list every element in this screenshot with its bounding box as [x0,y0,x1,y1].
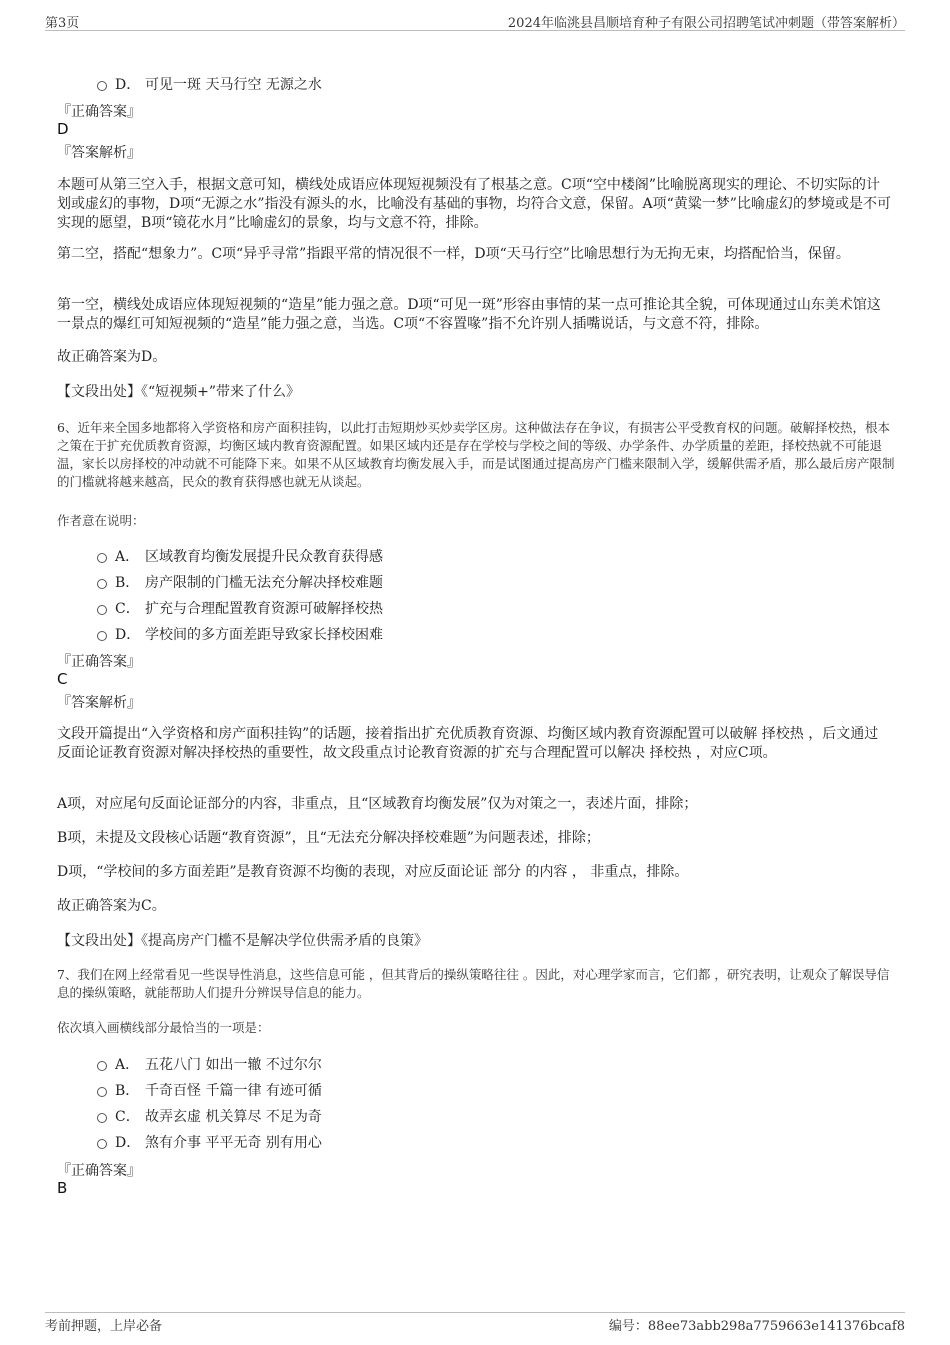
page-header [45,0,905,31]
q5-analysis-paragraph: 故正确答案为D。 [57,349,167,365]
q6-analysis-paragraph: D项，“学校间的多方面差距”是教育资源不均衡的表现，对应反面论证 部分 的内容 ， 非重点，排除。 [57,864,689,880]
q5-analysis-paragraph: 第一空，横线处成语应体现短视频的“造星”能力强之意。D项“可见一斑”形容由事情的某一点可推论其全貌，可体现通过山东美术馆这一景点的爆红可知短视频的“造星”能力强之意，当选。C项“不容置喙”指不允许别人插嘴说话，与文意不符，排除。 [57,297,881,332]
document-title: 2024年临洮县昌顺培育种子有限公司招聘笔试冲刺题（带答案解析） [507,16,905,31]
radio-icon[interactable] [97,579,107,589]
q6-analysis-paragraph: A项，对应尾句反面论证部分的内容，非重点，且“区域教育均衡发展”仅为对策之一，表述片面，排除； [57,796,698,812]
q7-answer-label: 『正确答案』 [57,1163,141,1179]
q7-option-c[interactable]: C． 故弄玄虚 机关算尽 不足为奇 [97,1106,322,1126]
q6-option-a[interactable]: A． 区域教育均衡发展提升民众教育获得感 [97,546,383,566]
q5-source: 【文段出处】《“短视频+”带来了什么》 [57,384,301,400]
q6-prompt: 作者意在说明： [57,513,145,528]
q6-analysis-label: 『答案解析』 [57,695,141,711]
q5-answer: D [57,120,69,138]
q7-option-b[interactable]: B． 千奇百怪 千篇一律 有迹可循 [97,1080,322,1100]
page-footer [45,1312,905,1338]
q5-analysis-paragraph: 本题可从第三空入手，根据文意可知，横线处成语应体现短视频没有了根基之意。C项“空中楼阁”比喻脱离现实的理论、不切实际的计划或虚幻的事物，D项“无源之水”指没有源头的水，比喻没有基础的事物，均符合文意，保留。A项“黄粱一梦”比喻虚幻的梦境或是不可实现的愿望，B项“镜花水月”比喻虚幻的景象，均与文意不符，排除。 [57,177,891,231]
q5-option-d[interactable]: D． 可见一斑 天马行空 无源之水 [97,74,322,94]
q7-answer: B [57,1179,68,1197]
q5-analysis-paragraph: 第二空，搭配“想象力”。C项“异乎寻常”指跟平常的情况很不一样，D项“天马行空”比喻思想行为无拘无束，均搭配恰当，保留。 [57,246,850,262]
radio-icon[interactable] [97,1061,107,1071]
q6-answer-label: 『正确答案』 [57,654,141,670]
radio-icon[interactable] [97,553,107,563]
q6-option-d[interactable]: D． 学校间的多方面差距导致家长择校困难 [97,624,383,644]
q6-option-c[interactable]: C． 扩充与合理配置教育资源可破解择校热 [97,598,383,618]
radio-icon[interactable] [97,1113,107,1123]
footer-code: 编号：88ee73abb298a7759663e141376bcaf8 [608,1319,905,1334]
q6-source: 【文段出处】《提高房产门槛不是解决学位供需矛盾的良策》 [57,933,428,949]
q6-stem: 6、近年来全国多地都将入学资格和房产面积挂钩，以此打击短期炒买炒卖学区房。这种做法存在争议，有损害公平受教育权的问题。破解择校热，根本之策在于扩充优质教育资源，均衡区域内教育资源配置。如果区域内还是存在学校与学校之间的等级、办学条件、办学质量的差距，择校热就不可能退温，家长以房择校的冲动就不可能降下来。如果不从区域教育均衡发展入手，而是试图通过提高房产门槛来限制入学，缓解供需矛盾，那么最后房产限制的门槛就将越来越高，民众的教育获得感也就无从谈起。 [57,420,895,489]
q6-answer: C [57,670,68,688]
q6-analysis-paragraph: 故正确答案为C。 [57,898,166,914]
q6-analysis-paragraph: B项，未提及文段核心话题“教育资源”，且“无法充分解决择校难题”为问题表述，排除； [57,830,600,846]
q7-option-d[interactable]: D． 煞有介事 平平无奇 别有用心 [97,1132,322,1152]
q7-option-a[interactable]: A． 五花八门 如出一辙 不过尔尔 [97,1054,322,1074]
q6-analysis-paragraph: 文段开篇提出“入学资格和房产面积挂钩”的话题，接着指出扩充优质教育资源、均衡区域内教育资源配置可以破解 择校热 ，后文通过反面论证教育资源对解决择校热的重要性，故文段重点讨论教育资源的扩充与合理配置可以解决 择校热 ，对应C项。 [57,726,879,761]
page-number: 第3页 [45,16,80,31]
radio-icon[interactable] [97,1139,107,1149]
radio-icon[interactable] [97,81,107,91]
q7-stem: 7、我们在网上经常看见一些误导性消息，这些信息可能 ，但其背后的操纵策略往往 。因此，对心理学家而言，它们都 ，研究表明，让观众了解误导信息的操纵策略，就能帮助人们提升分辨误导信息的能力。 [57,967,890,1000]
footer-slogan: 考前押题，上岸必备 [45,1319,163,1334]
q5-analysis-label: 『答案解析』 [57,145,141,161]
q6-option-b[interactable]: B． 房产限制的门槛无法充分解决择校难题 [97,572,383,592]
radio-icon[interactable] [97,1087,107,1097]
q5-answer-label: 『正确答案』 [57,104,141,120]
q7-prompt: 依次填入画横线部分最恰当的一项是： [57,1020,270,1035]
radio-icon[interactable] [97,605,107,615]
radio-icon[interactable] [97,631,107,641]
